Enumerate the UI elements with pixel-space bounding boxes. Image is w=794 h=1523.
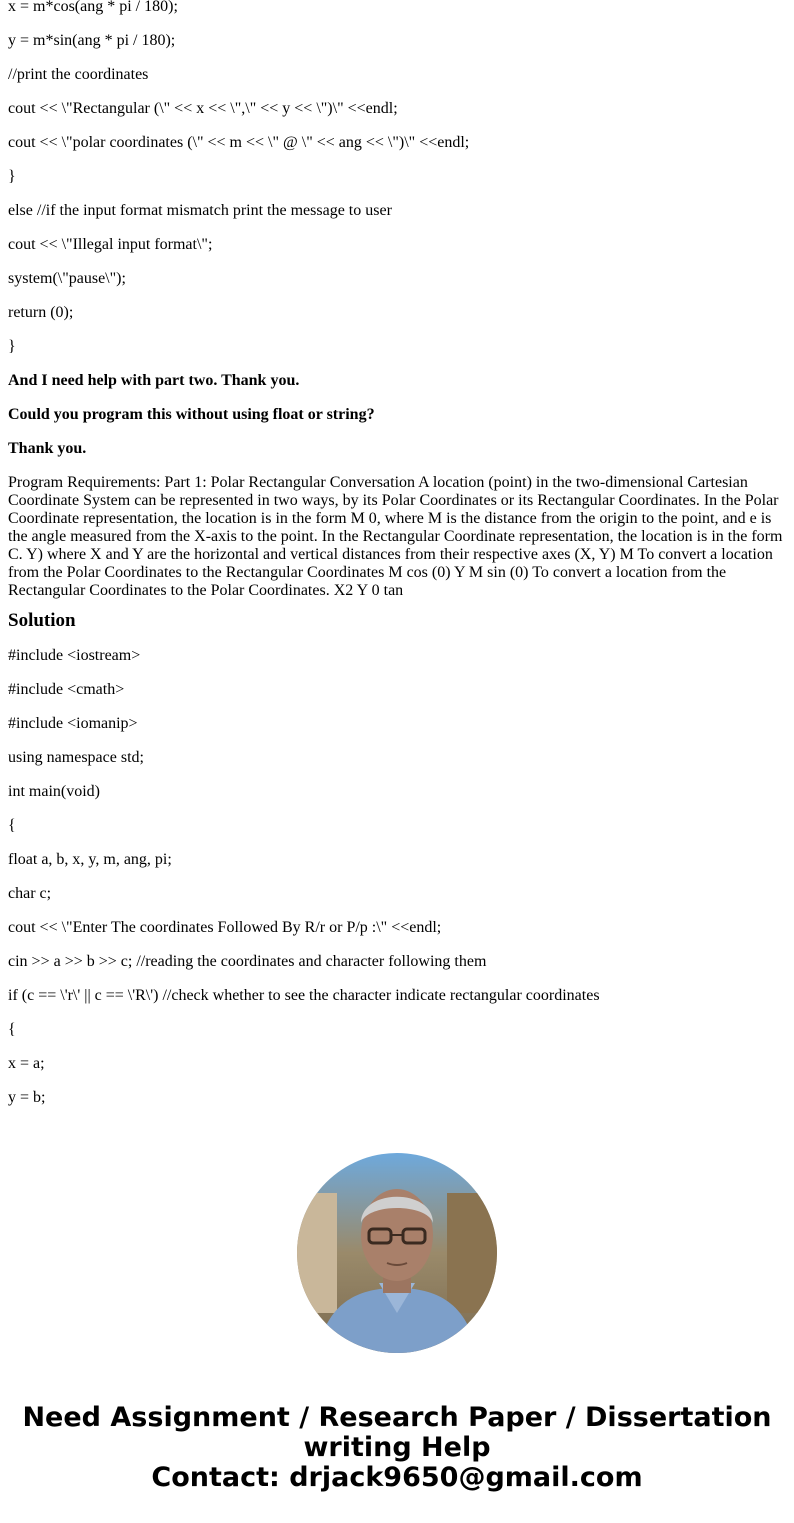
code-line: #include <cmath> xyxy=(8,681,125,698)
document-body xyxy=(8,0,786,1122)
code-line: { xyxy=(8,817,16,834)
avatar xyxy=(297,1153,497,1353)
request-line: And I need help with part two. Thank you. xyxy=(8,372,300,389)
code-line: else //if the input format mismatch print the message to user xyxy=(8,202,392,219)
code-line: using namespace std; xyxy=(8,749,144,766)
code-line: x = m*cos(ang * pi / 180); xyxy=(8,0,178,15)
code-top-block xyxy=(8,0,786,356)
code-line: system(\"pause\"); xyxy=(8,270,126,287)
request-block xyxy=(8,372,786,458)
solution-code-block xyxy=(8,647,786,1107)
code-line: cout << \"Enter The coordinates Followed By R/r or P/p :\" <<endl; xyxy=(8,919,442,936)
code-line: } xyxy=(8,338,16,355)
code-line: return (0); xyxy=(8,304,74,321)
person-photo xyxy=(297,1153,497,1353)
footer-line: Need Assignment / Research Paper / Dissertation xyxy=(22,1402,772,1433)
code-line: x = a; xyxy=(8,1055,45,1072)
request-line: Could you program this without using float or string? xyxy=(8,406,375,423)
code-line: #include <iostream> xyxy=(8,647,141,664)
footer-banner xyxy=(0,1403,794,1493)
code-line: cout << \"polar coordinates (\" << m << \" @ \" << ang << \")\" <<endl; xyxy=(8,134,470,151)
solution-heading: Solution xyxy=(8,610,76,631)
code-line: { xyxy=(8,1021,16,1038)
code-line: int main(void) xyxy=(8,783,100,800)
code-line: //print the coordinates xyxy=(8,66,149,83)
code-line: } xyxy=(8,168,16,185)
code-line: cout << \"Illegal input format\"; xyxy=(8,236,213,253)
code-line: y = m*sin(ang * pi / 180); xyxy=(8,32,176,49)
code-line: cin >> a >> b >> c; //reading the coordinates and character following them xyxy=(8,953,487,970)
code-line: char c; xyxy=(8,885,52,902)
requirements-paragraph: Program Requirements: Part 1: Polar Rectangular Conversation A location (point) in the two-dimensional Cartesian Coordinate System can be represented in two ways, by its Polar Coordinates or its Rectangular Coordinates. In the Polar Coordinate representation, the location is in the form M 0, where M is the distance from the origin to the point, and e is the angle measured from the X-axis to the point. In the Rectangular Coordinate representation, the location is in the form C. Y) where X and Y are the horizontal and vertical distances from their respective axes (X, Y) M To convert a location from the Polar Coordinates to the Rectangular Coordinates M cos (0) Y M sin (0) To convert a location from the Rectangular Coordinates to the Polar Coordinates. X2 Y 0 tan xyxy=(8,474,783,599)
request-line: Thank you. xyxy=(8,440,87,457)
code-line: cout << \"Rectangular (\" << x << \",\" << y << \")\" <<endl; xyxy=(8,100,398,117)
code-line: float a, b, x, y, m, ang, pi; xyxy=(8,851,172,868)
code-line: #include <iomanip> xyxy=(8,715,138,732)
code-line: if (c == \'r\' || c == \'R\') //check whether to see the character indicate rectangular coordinates xyxy=(8,987,600,1004)
footer-contact: Contact: drjack9650@gmail.com xyxy=(151,1462,643,1493)
footer-line: writing Help xyxy=(303,1432,491,1463)
code-line: y = b; xyxy=(8,1089,46,1106)
photo-wall-right xyxy=(447,1193,497,1313)
photo-wall-left xyxy=(297,1193,337,1313)
